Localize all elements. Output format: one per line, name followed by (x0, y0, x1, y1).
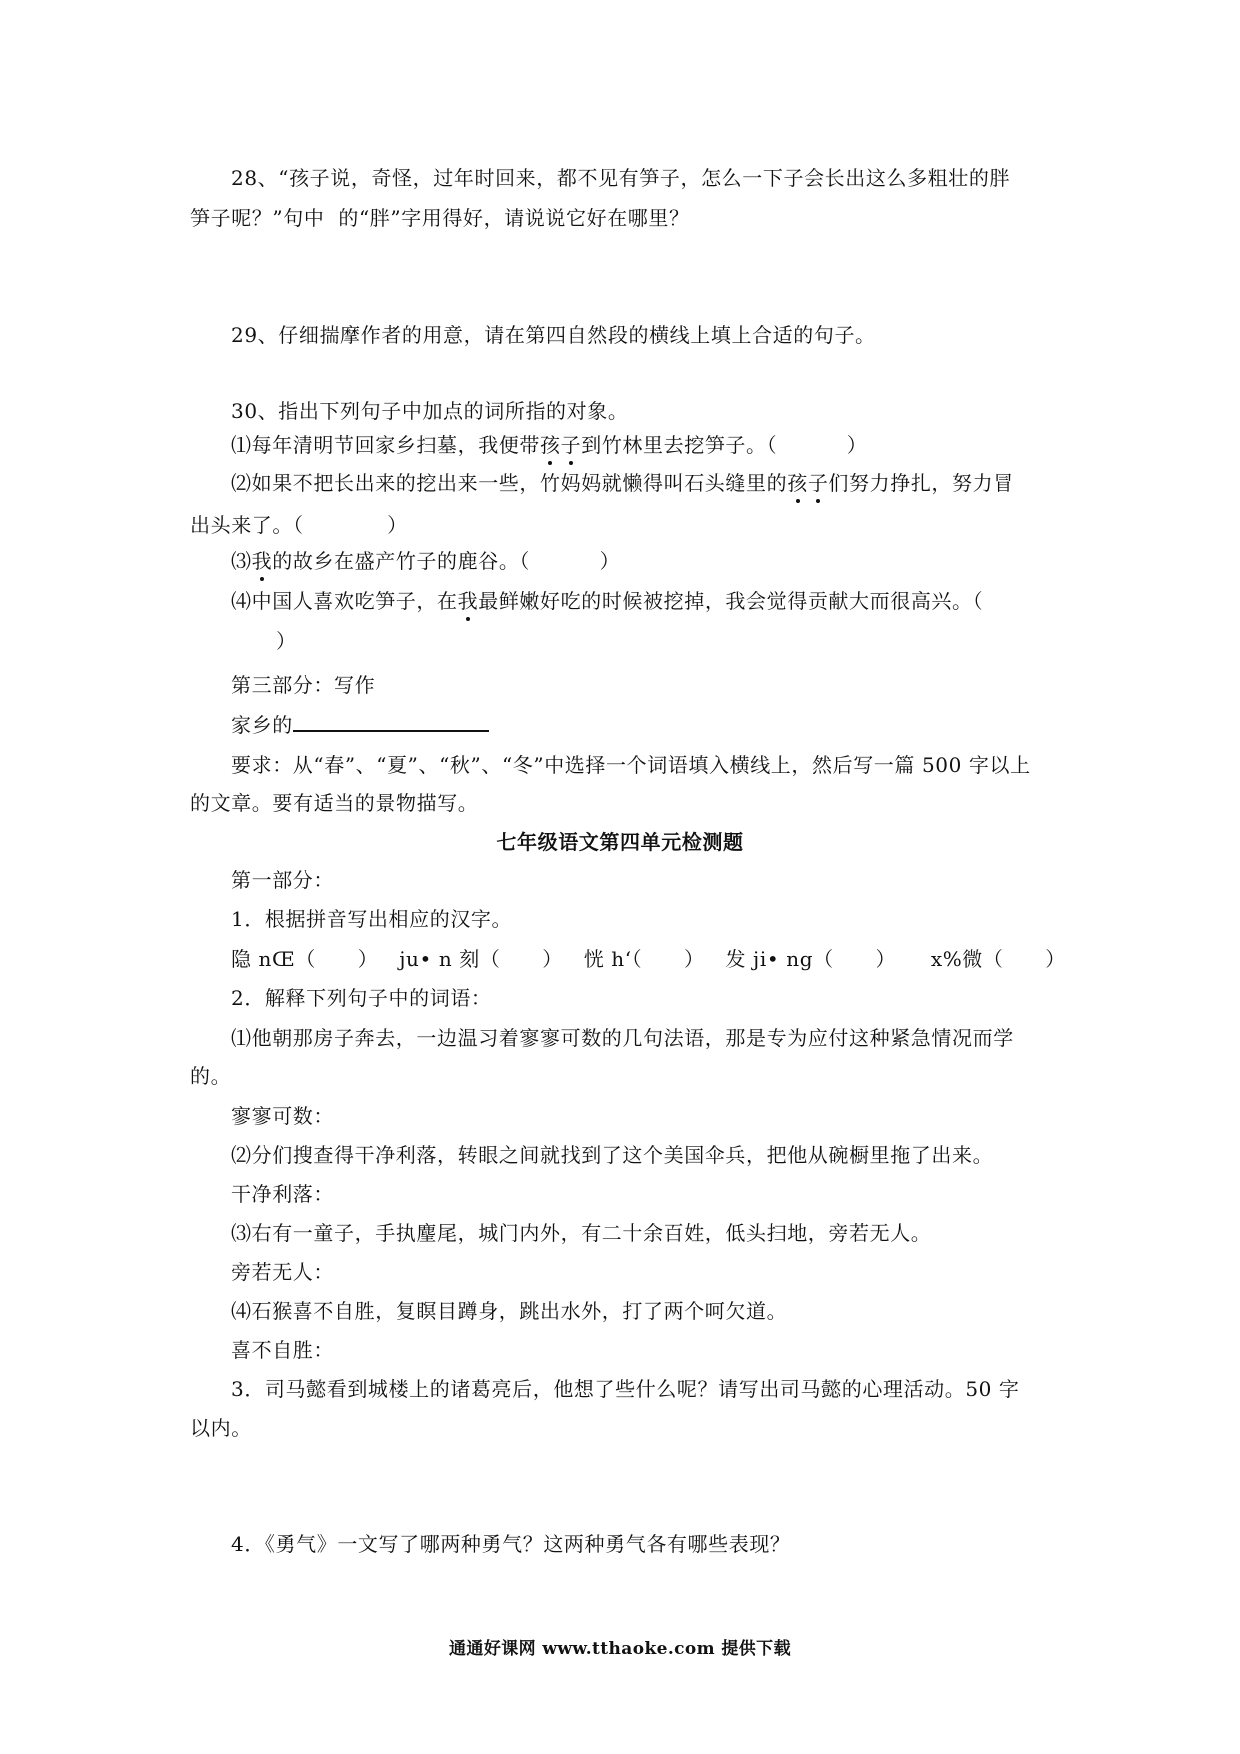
emphasis-dot-char: 子 (807, 471, 829, 495)
answer-blank-line (293, 712, 489, 732)
q30-s1-pre: ⑴每年清明节回家乡扫墓，我便带 (231, 433, 540, 457)
part1-q2-word3: 旁若无人： (231, 1260, 334, 1284)
part1-q2-s3: ⑶右有一童子，手执麈尾，城门内外，有二十余百姓，低头扫地，旁若无人。 (231, 1221, 932, 1245)
q30-s2-post: 们努力挣扎，努力冒 (828, 471, 1014, 495)
q30-s1-post: 到竹林里去挖笋子。（ ） (581, 433, 868, 457)
q30-sentence-4-line2: ） (276, 629, 297, 653)
part1-q3-line2: 以内。 (190, 1416, 252, 1440)
part1-q2-s1-line2: 的。 (190, 1064, 232, 1088)
page-footer: 通通好课网 www.tthaoke.com 提供下载 (449, 1639, 791, 1659)
q30-intro: 30、指出下列句子中加点的词所指的对象。 (231, 399, 629, 423)
part3-prompt-label: 家乡的 (231, 713, 293, 737)
q28-line2: 笋子呢？”句中 的“胖”字用得好，请说说它好在哪里？ (190, 206, 690, 230)
part1-heading: 第一部分： (231, 868, 334, 892)
part3-requirement-line2: 的文章。要有适当的景物描写。 (190, 791, 479, 815)
part3-prompt (231, 712, 489, 738)
part1-q2-word2: 干净利落： (231, 1182, 334, 1206)
part3-requirement-line1: 要求：从“春”、“夏”、“秋”、“冬”中选择一个词语填入横线上，然后写一篇 500 字以上 (231, 753, 1031, 777)
q30-sentence-3 (231, 548, 620, 574)
part1-q1-pinyin: 隐 nŒ（ ） ju• n 刻（ ） 恍 h‘（ ） 发 ji• ng（ ） x%微（ ） (231, 947, 1066, 971)
test-title: 七年级语文第四单元检测题 (496, 830, 744, 854)
emphasis-dot-char: 孩 (787, 471, 808, 495)
emphasis-dot-char: 我 (457, 589, 479, 613)
part1-q2: 2．解释下列句子中的词语： (231, 986, 492, 1010)
part1-q2-s1-line1: ⑴他朝那房子奔去，一边温习着寥寥可数的几句法语，那是专为应付这种紧急情况而学 (231, 1026, 1014, 1050)
q30-s4-post: 最鲜嫩好吃的时候被挖掉，我会觉得贡献大而很高兴。（ (478, 589, 984, 613)
q30-s4-pre: ⑷中国人喜欢吃笋子，在 (231, 589, 458, 613)
q29-text: 29、仔细揣摩作者的用意，请在第四自然段的横线上填上合适的句子。 (231, 323, 876, 347)
q30-s2-pre: ⑵如果不把长出来的挖出来一些，竹妈妈就懒得叫石头缝里的 (231, 471, 788, 495)
part1-q1: 1．根据拼音写出相应的汉字。 (231, 907, 513, 931)
part3-heading: 第三部分：写作 (231, 673, 376, 697)
emphasis-dot-char: 子 (560, 433, 582, 457)
q30-sentence-1 (231, 432, 867, 458)
part1-q2-word1: 寥寥可数： (231, 1104, 334, 1128)
part1-q2-word4: 喜不自胜： (231, 1338, 334, 1362)
part1-q2-s4: ⑷石猴喜不自胜，复瞑目蹲身，跳出水外，打了两个呵欠道。 (231, 1299, 788, 1323)
emphasis-dot-char: 孩 (540, 433, 561, 457)
q30-sentence-2-line2: 出头来了。（ ） (190, 513, 408, 537)
part1-q4: 4．《勇气》一文写了哪两种勇气？这两种勇气各有哪些表现？ (231, 1532, 791, 1556)
q30-s3-pre: ⑶ (231, 549, 252, 573)
part1-q3-line1: 3．司马懿看到城楼上的诸葛亮后，他想了些什么呢？请写出司马懿的心理活动。50 字 (231, 1377, 1020, 1401)
emphasis-dot-char: 我 (251, 549, 273, 573)
part1-q2-s2: ⑵分们搜查得干净利落，转眼之间就找到了这个美国伞兵，把他从碗橱里拖了出来。 (231, 1143, 994, 1167)
q30-sentence-2 (231, 470, 1014, 496)
q30-sentence-4 (231, 588, 983, 614)
q28-line1: 28、“孩子说，奇怪，过年时回来，都不见有笋子，怎么一下子会长出这么多粗壮的胖 (231, 166, 1011, 190)
q30-s3-post: 的故乡在盛产竹子的鹿谷。（ ） (272, 549, 621, 573)
